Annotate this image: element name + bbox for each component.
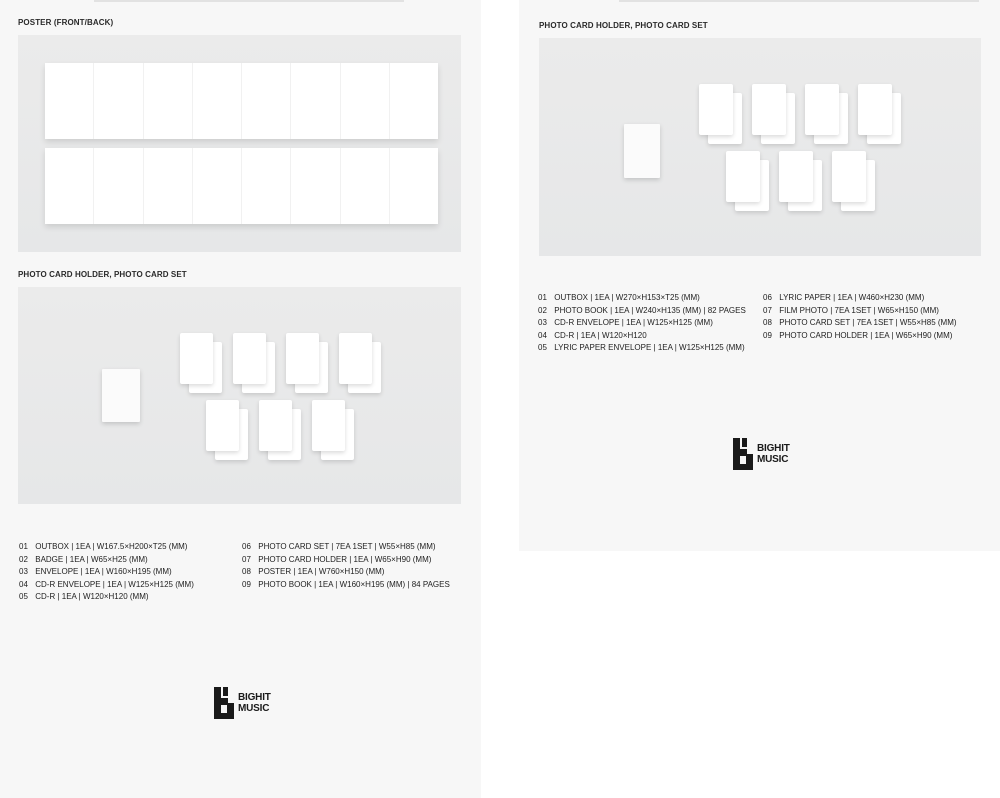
spec-item: 03 ENVELOPE | 1EA | W160×H195 (MM) <box>19 567 172 576</box>
specs-list-1 <box>19 541 194 604</box>
specs-list-2 <box>242 541 450 591</box>
cards-section-title: PHOTO CARD HOLDER, PHOTO CARD SET <box>539 21 708 30</box>
poster-front <box>45 63 438 139</box>
photo-card <box>779 151 813 202</box>
poster-stage <box>18 35 461 252</box>
spec-item: 04 CD-R ENVELOPE | 1EA | W125×H125 (MM) <box>19 579 194 589</box>
cards-section-title: PHOTO CARD HOLDER, PHOTO CARD SET <box>18 270 187 279</box>
top-divider <box>619 0 979 2</box>
photocard-stage <box>539 38 981 256</box>
spec-item: 06 LYRIC PAPER | 1EA | W460×H230 (MM) <box>763 293 925 302</box>
photo-card <box>726 151 760 202</box>
photo-card <box>858 84 892 135</box>
spec-item: 01 OUTBOX | 1EA | W167.5×H200×T25 (MM) <box>19 542 188 551</box>
photo-card <box>339 333 372 384</box>
photo-card <box>206 400 239 451</box>
photo-card <box>699 84 733 135</box>
right-product-panel <box>519 0 1000 551</box>
specs-list-2 <box>763 292 957 342</box>
spec-item: 09 PHOTO BOOK | 1EA | W160×H195 (MM) | 84 PAGES <box>242 579 450 589</box>
spec-item: 03 CD-R ENVELOPE | 1EA | W125×H125 (MM) <box>538 318 713 327</box>
brand-logo <box>733 438 790 470</box>
spec-item: 07 PHOTO CARD HOLDER | 1EA | W65×H90 (MM) <box>242 554 432 564</box>
spec-item: 08 POSTER | 1EA | W760×H150 (MM) <box>242 567 385 576</box>
spec-item: 02 PHOTO BOOK | 1EA | W240×H135 (MM) | 82 PAGES <box>538 305 746 315</box>
spec-item: 09 PHOTO CARD HOLDER | 1EA | W65×H90 (MM) <box>763 330 953 340</box>
photo-card <box>233 333 266 384</box>
poster-back <box>45 148 438 224</box>
spec-item: 08 PHOTO CARD SET | 7EA 1SET | W55×H85 (MM) <box>763 318 957 327</box>
bighit-logo-icon <box>733 438 753 470</box>
logo-wordmark: BIGHIT MUSIC <box>238 692 271 714</box>
spec-item: 06 PHOTO CARD SET | 7EA 1SET | W55×H85 (MM) <box>242 542 436 551</box>
spec-item: 05 CD-R | 1EA | W120×H120 (MM) <box>19 592 149 601</box>
spec-item: 05 LYRIC PAPER ENVELOPE | 1EA | W125×H125 (MM) <box>538 343 745 352</box>
photocard-stage <box>18 287 461 504</box>
poster-section-title: POSTER (FRONT/BACK) <box>18 18 114 27</box>
photo-card <box>805 84 839 135</box>
left-product-panel <box>0 0 481 798</box>
photo-card <box>259 400 292 451</box>
spec-item: 01 OUTBOX | 1EA | W270×H153×T25 (MM) <box>538 293 700 302</box>
logo-wordmark: BIGHIT MUSIC <box>757 443 790 465</box>
photo-card <box>312 400 345 451</box>
spec-item: 07 FILM PHOTO | 7EA 1SET | W65×H150 (MM) <box>763 305 939 315</box>
brand-logo <box>214 687 271 719</box>
spec-item: 04 CD-R | 1EA | W120×H120 <box>538 330 647 340</box>
specs-list-1 <box>538 292 746 355</box>
photo-card <box>180 333 213 384</box>
bighit-logo-icon <box>214 687 234 719</box>
photo-card-holder <box>624 124 660 178</box>
photo-card <box>832 151 866 202</box>
photo-card-holder <box>102 369 140 422</box>
top-divider <box>94 0 404 2</box>
photo-card <box>286 333 319 384</box>
spec-item: 02 BADGE | 1EA | W65×H25 (MM) <box>19 554 148 564</box>
photo-card <box>752 84 786 135</box>
